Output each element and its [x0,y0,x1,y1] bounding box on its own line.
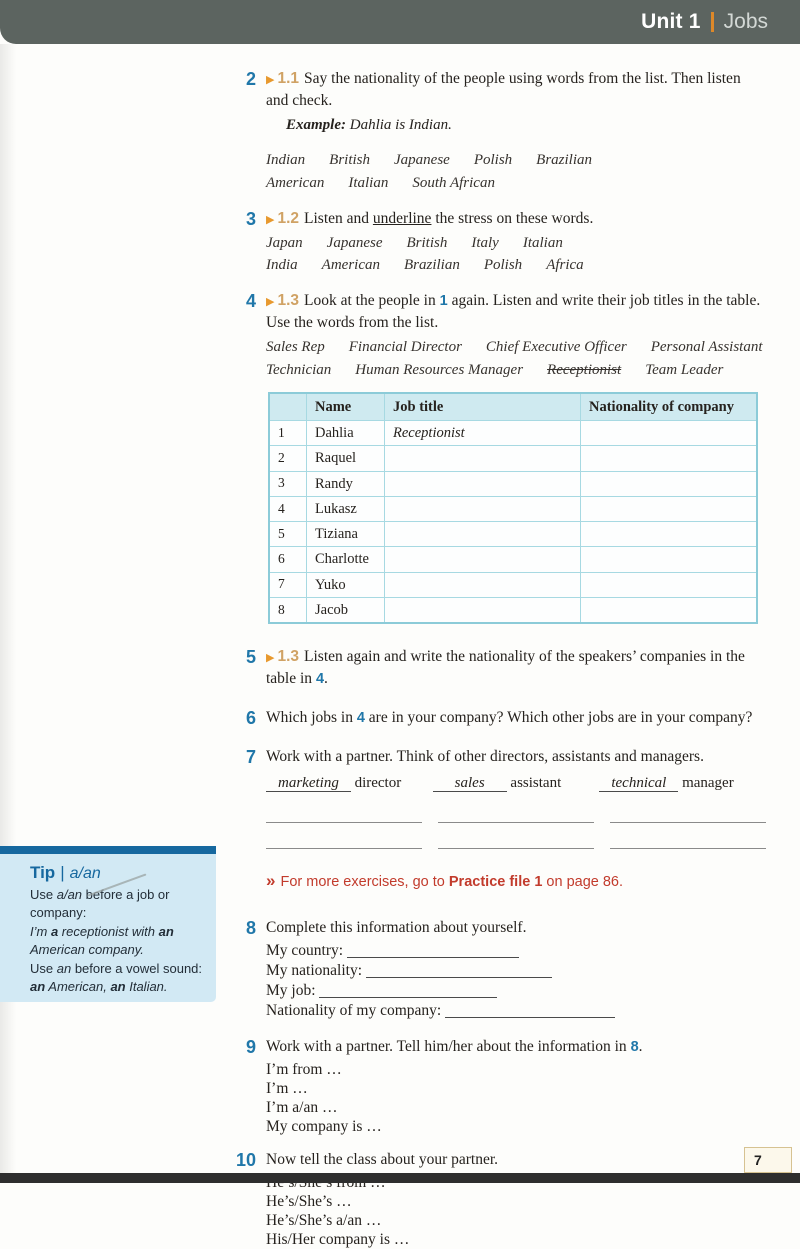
blank-line [438,810,594,823]
exercise-7 [200,746,766,892]
word: India [266,256,298,273]
exercise-number: 6 [245,707,256,728]
exercise-instruction: Work with a partner. Tell him/her about the information in 8. [266,1038,643,1056]
cell-name: Charlotte [307,547,385,572]
row-index: 6 [269,547,307,572]
example-text: Dahlia is Indian. [349,117,452,134]
tip-box-top-bar [0,846,216,854]
word: Financial Director [348,339,462,356]
handwritten-answer: technical [599,775,678,792]
exercise-instruction: Look at the people in 1 again. Listen and write their job titles in the table. Use the words from the list. [266,292,761,331]
table-row [269,446,757,471]
answer-row [266,773,766,794]
answer-item [599,773,766,794]
tip-line: I’m a receptionist with an American company. [30,923,174,958]
header-divider [711,12,714,32]
cell-nationality [581,496,758,521]
write-in-line [347,947,519,958]
blank-line [266,810,422,823]
unit-label: Unit 1 [641,10,701,33]
blank-lines-row [266,810,766,823]
blank-line [610,810,766,823]
table-header-index [269,393,307,421]
example-line [286,115,766,136]
word: South African [412,174,495,191]
table-row [269,598,757,624]
page-number: 7 [744,1147,792,1173]
exercise-4 [200,290,766,624]
answer-item [266,773,433,794]
word: Human Resources Manager [355,361,524,378]
tip-line: Use a/an before a job or company: [30,887,170,921]
cell-name: Tiziana [307,522,385,547]
page-edge-shadow [0,44,16,1173]
word: Italian [348,174,389,191]
cell-nationality [581,522,758,547]
audio-track-ref: 1.1 [277,70,300,87]
cell-name: Dahlia [307,420,385,445]
word: American [266,174,325,191]
word: Indian [266,152,306,169]
row-index: 1 [269,420,307,445]
write-in-line [319,987,497,998]
cell-job [385,572,581,597]
exercise-10 [200,1149,766,1249]
table-row [269,496,757,521]
table-row [269,522,757,547]
cell-nationality [581,446,758,471]
double-chevron-icon: » [266,870,275,890]
exercise-instruction: Which jobs in 4 are in your company? Which other jobs are in your company? [266,708,753,726]
table-row [269,547,757,572]
word-list [266,337,766,357]
unit-title: Jobs [723,10,768,33]
word: Polish [473,152,513,169]
word: Personal Assistant [650,339,763,356]
answer-item [433,773,600,794]
word: Japanese [326,234,383,251]
speech-prompts [266,1060,766,1136]
cell-nationality [581,547,758,572]
handwritten-answer: marketing [266,775,351,792]
tip-box [0,846,216,1002]
play-icon: ▶ [266,652,275,665]
cell-job: Receptionist [385,420,581,445]
exercise-ref: 4 [315,671,325,687]
exercise-ref: 4 [356,709,365,726]
form-field: My nationality: [266,961,766,981]
word: Team Leader [645,361,724,378]
jobs-table [268,392,758,624]
blank-line [266,836,422,849]
speech-prompt: I’m … [266,1080,308,1098]
word: Sales Rep [266,339,325,356]
speech-prompt: He’s/She’s a/an … [266,1211,382,1229]
row-index: 5 [269,522,307,547]
cell-nationality [581,598,758,624]
audio-track-ref: 1.2 [277,209,300,227]
word: Polish [483,256,523,273]
word: Technician [266,361,332,378]
word-list [266,360,766,380]
play-icon: ▶ [266,213,275,226]
word: Japan [266,234,303,251]
speech-prompt: His/Her company is … [266,1230,410,1248]
page-bottom-edge [0,1173,800,1183]
speech-prompt: I’m a/an … [266,1099,338,1117]
word: Italy [471,234,499,251]
row-index: 7 [269,572,307,597]
play-icon: ▶ [266,74,275,86]
cell-nationality [581,572,758,597]
word: Brazilian [404,256,460,273]
cell-job [385,446,581,471]
table-row [269,572,757,597]
word: Japanese [394,152,450,169]
exercise-number: 4 [245,291,256,312]
table-header-name: Name [307,393,385,421]
answer-label: assistant [510,774,562,791]
cell-name: Jacob [307,598,385,624]
word: American [321,256,380,273]
practice-file-name: Practice file 1 [448,873,543,890]
exercise-instruction: Listen again and write the nationality of the speakers’ companies in the table in 4. [266,648,745,687]
table-header-nationality: Nationality of company [581,393,758,421]
exercise-instruction: Work with a partner. Think of other directors, assistants and managers. [266,748,704,766]
exercise-9 [200,1036,766,1136]
tip-line: an American, an Italian. [30,979,168,995]
exercise-instruction: Listen and underline the stress on these words. [304,209,594,227]
word: Africa [546,256,584,273]
write-in-line [366,967,552,978]
exercise-number: 5 [245,647,256,668]
exercise-instruction: Say the nationality of the people using words from the list. Then listen and check. [266,70,741,109]
speech-prompts [266,1173,766,1249]
cell-job [385,522,581,547]
cell-nationality [581,471,758,496]
word: British [406,234,448,251]
row-index: 8 [269,598,307,624]
table-header-row [269,393,757,421]
form-fields [266,941,766,1021]
exercise-instruction: Complete this information about yourself. [266,918,527,936]
row-index: 4 [269,496,307,521]
blank-line [438,836,594,849]
exercise-number: 9 [245,1037,256,1058]
page-content [200,44,766,1249]
speech-prompt: My company is … [266,1118,382,1136]
play-icon: ▶ [266,296,275,309]
exercise-number: 8 [245,917,256,938]
write-in-line [445,1007,615,1018]
exercise-2 [200,68,766,193]
speech-prompt: I’m from … [266,1061,342,1079]
audio-track-ref: 1.3 [277,292,300,310]
exercise-ref: 1 [439,293,448,310]
exercise-6 [200,707,766,730]
exercise-instruction: Now tell the class about your partner. [266,1151,499,1169]
tip-text [30,886,204,997]
cell-name: Randy [307,471,385,496]
word: Brazilian [536,152,593,169]
word-list [266,233,766,253]
exercise-5 [200,646,766,689]
blank-line [610,836,766,849]
exercise-number: 2 [245,69,256,89]
table-header-job-title: Job title [385,393,581,421]
cell-name: Lukasz [307,496,385,521]
word: British [329,152,371,169]
form-field: Nationality of my company: [266,1001,766,1021]
cell-nationality [581,420,758,445]
speech-prompt: He’s/She’s … [266,1192,352,1210]
cell-job [385,471,581,496]
answer-label: manager [682,774,734,791]
exercise-number: 3 [245,208,256,229]
tip-line: Use an before a vowel sound: [30,960,203,976]
form-field: My job: [266,981,766,1001]
exercise-number: 7 [245,747,256,768]
word-list [266,173,766,193]
exercise-ref: 8 [630,1039,639,1056]
word-list [266,255,766,275]
cell-name: Raquel [307,446,385,471]
word-list [266,150,766,170]
unit-header [0,0,800,44]
table-row [269,471,757,496]
table-row [269,420,757,445]
exercise-number: 10 [235,1150,256,1171]
cell-job [385,598,581,624]
exercise-8 [200,917,766,1022]
word: Chief Executive Officer [485,339,627,356]
cell-job [385,547,581,572]
cell-job [385,496,581,521]
answer-label: director [354,774,402,791]
blank-lines-row [266,836,766,849]
handwritten-answer: sales [433,775,507,792]
form-field: My country: [266,941,766,961]
practice-file-link: » For more exercises, go to Practice file 1 on page 86. [266,870,624,890]
cell-name: Yuko [307,572,385,597]
exercise-3 [200,208,766,275]
word: Italian [522,234,563,251]
row-index: 3 [269,471,307,496]
example-label: Example: [286,117,346,134]
audio-track-ref: 1.3 [277,648,300,666]
word-crossed-out: Receptionist [547,361,622,378]
tip-title: Tip | a/an [30,863,101,882]
tip-topic: a/an [69,865,101,882]
row-index: 2 [269,446,307,471]
